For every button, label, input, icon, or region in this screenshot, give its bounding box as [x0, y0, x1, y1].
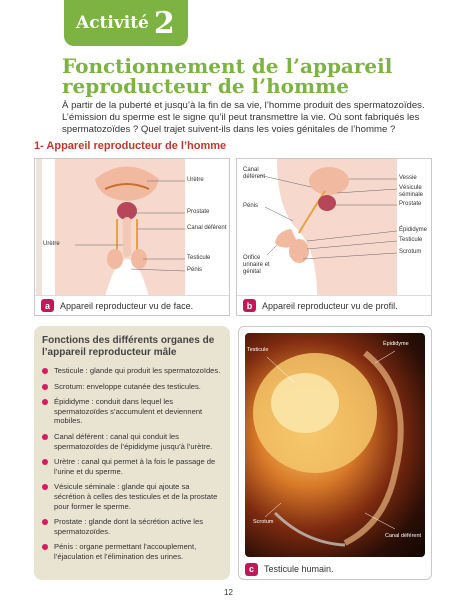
bullet-icon	[42, 434, 48, 440]
list-item	[42, 517, 222, 536]
label-scrotum: Scrotum	[399, 249, 422, 255]
page-number: 12	[224, 588, 233, 597]
list-item-text: Scrotum: enveloppe cutanée des testicules.	[54, 381, 201, 391]
bullet-icon	[42, 484, 48, 490]
list-item	[42, 397, 222, 426]
list-item-text: Vésicule séminale : glande qui ajoute sa sécrétion à celles des testicules et de la prostate pour former le sperme.	[54, 482, 218, 511]
list-item-text: Épididyme : conduit dans lequel les spermatozoïdes s’accumulent et deviennent mobiles.	[54, 397, 203, 426]
label-prostate: Prostate	[399, 201, 422, 207]
label-testicule: Testicule	[187, 255, 211, 261]
activity-number: 2	[153, 5, 175, 41]
list-item-text: Pénis : organe permettant l’accouplement, l’éjaculation et l’élimination des urines.	[54, 542, 197, 561]
label-canal-deferent: Canal déférent	[243, 167, 266, 180]
list-item	[42, 482, 222, 511]
figure-front-view	[34, 158, 230, 316]
bullet-icon	[42, 519, 48, 525]
label-uretere: Urètre	[187, 177, 204, 183]
section-title: 1- Appareil reproducteur de l’homme	[34, 140, 227, 152]
label-epididyme: Épididyme	[399, 227, 428, 233]
label-canal-deferent: Canal déférent	[187, 225, 227, 231]
list-item	[42, 542, 222, 561]
bullet-icon	[42, 459, 48, 465]
activity-label: Activité	[76, 13, 149, 33]
list-item-text: Testicule : glande qui produit les spermatozoïdes.	[54, 366, 221, 375]
bullet-icon	[42, 399, 48, 405]
list-item	[42, 366, 222, 376]
label-vesicule-seminale: Vésicule séminale	[399, 185, 424, 198]
label-orifice: Orifice urinaire et génital	[243, 255, 270, 275]
figure-b-caption-text: Appareil reproducteur vu de profil.	[262, 300, 398, 311]
list-item	[42, 457, 222, 476]
activity-badge	[64, 0, 188, 46]
bullet-icon	[42, 368, 48, 374]
figure-profile-view	[236, 158, 432, 316]
list-item-text: Canal déférent : canal qui conduit les spermatozoïdes de l’épididyme jusqu’à l’urètre.	[54, 431, 213, 451]
list-item	[42, 432, 222, 451]
figure-a-caption-text: Appareil reproducteur vu de face.	[60, 300, 194, 311]
functions-list	[42, 366, 222, 562]
list-item-text: Prostate : glande dont la sécrétion active les spermatozoïdes.	[54, 517, 204, 536]
figure-a-letter: a	[41, 299, 54, 312]
figure-b-caption	[237, 295, 431, 315]
photo-caption	[239, 559, 431, 579]
label-testicule: Testicule	[399, 237, 423, 243]
intro-paragraph: À partir de la puberté et jusqu’à la fin de sa vie, l’homme produit des spermatozoïdes. L’émission du sperme est le signe qu’il peut transmettre la vie. Où sont fabriqués les spermatozoïdes ? Quel trajet suivent-ils dans les voies génitales de l’homme ?	[62, 100, 425, 135]
functions-heading: Fonctions des différents organes de l’appareil reproducteur mâle	[42, 335, 215, 358]
label-epididyme: Épididyme	[383, 341, 409, 347]
list-item	[42, 382, 222, 392]
label-prostate: Prostate	[187, 209, 210, 215]
functions-panel	[34, 326, 230, 580]
bullet-icon	[42, 544, 48, 550]
label-canal-deferent: Canal déférent	[385, 533, 422, 539]
photo-caption-text: Testicule humain.	[264, 564, 334, 574]
photo-letter: c	[245, 563, 258, 576]
label-vessie: Vessie	[399, 175, 417, 181]
page-title: Fonctionnement de l’appareil reproducteur de l’homme	[62, 54, 393, 98]
figure-testicle-photo	[238, 326, 432, 580]
label-penis: Pénis	[243, 203, 259, 209]
label-uretre: Urètre	[43, 241, 60, 247]
label-testicule: Testicule	[247, 347, 269, 353]
label-penis: Pénis	[187, 267, 203, 273]
figure-a-caption	[35, 295, 229, 315]
label-scrotum: Scrotum	[253, 519, 274, 525]
list-item-text: Urètre : canal qui permet à la fois le passage de l’urine et du sperme.	[54, 457, 216, 476]
figure-b-letter: b	[243, 299, 256, 312]
bullet-icon	[42, 384, 48, 390]
